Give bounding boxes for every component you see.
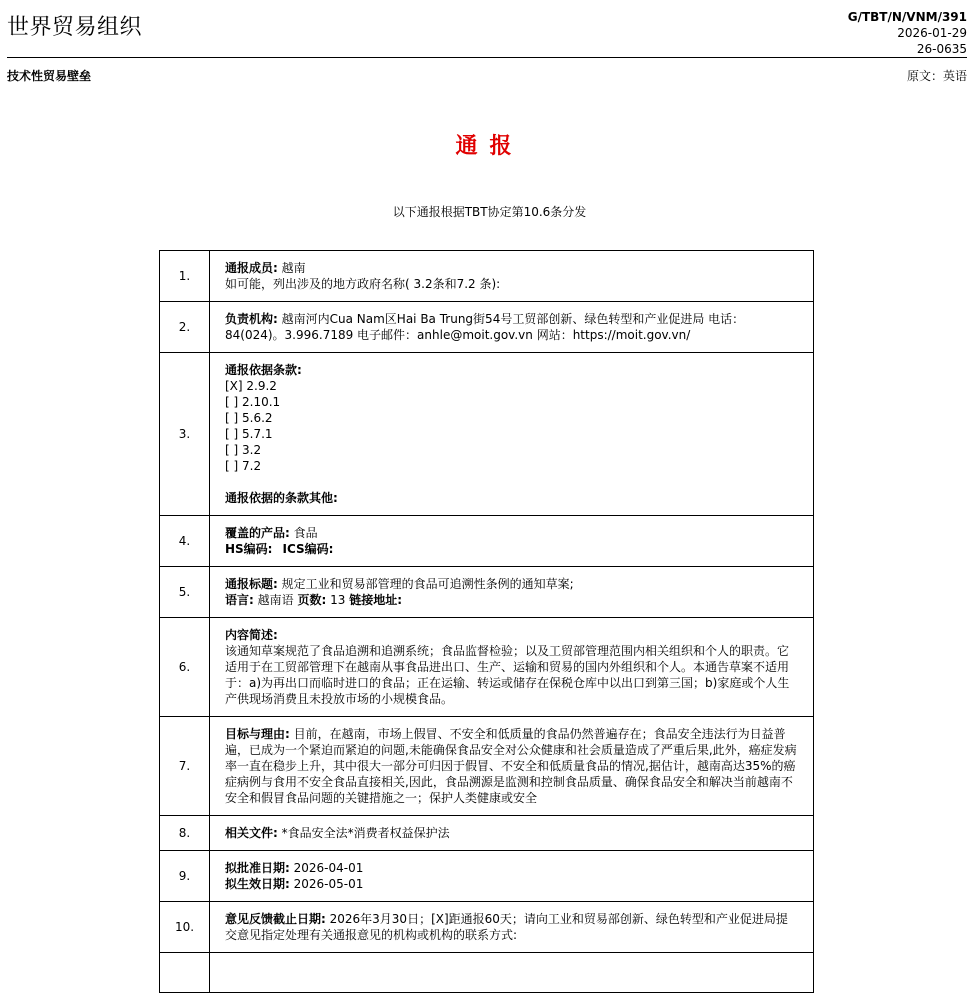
field-note: 如可能，列出涉及的地方政府名称( 3.2条和7.2 条):	[225, 277, 501, 291]
row-content	[210, 251, 814, 302]
original-language: 原文：英语	[906, 69, 967, 83]
language-label: 语言:	[225, 593, 254, 607]
field-value: 该通知草案规范了食品追溯和追溯系统；食品监督检验；以及工贸部管理范围内相关组织和个人的职责。它适用于在工贸部管理下在越南从事食品进出口、生产、运输和贸易的国内外组织和个人。本通告草案不适用于：a)为再出口而临时进口的食品；正在运输、转运或储存在保税仓库中以出口到第三国；b)家庭或个人生产供现场消费且未投放市场的小规模食品。	[225, 644, 790, 706]
field-value: 2026-05-01	[289, 877, 364, 891]
table-row	[160, 618, 814, 717]
field-value: 越南	[277, 261, 306, 275]
field-label: 相关文件:	[225, 826, 278, 840]
table-row	[160, 953, 814, 993]
row-number: 10.	[160, 902, 210, 953]
row-number: 8.	[160, 816, 210, 851]
table-row	[160, 851, 814, 902]
checkbox-option: [X] 2.9.2	[225, 379, 277, 393]
row-content	[210, 816, 814, 851]
pages-label: 页数:	[297, 593, 327, 607]
table-row	[160, 567, 814, 618]
row-content	[210, 618, 814, 717]
table-row	[160, 816, 814, 851]
page-title: 通报	[455, 134, 524, 159]
field-value: 2026年3月30日；[X]距通报60天；请向工业和贸易部创新、绿色转型和产业促进局提交意见指定处理有关通报意见的机构或机构的联系方式:	[225, 912, 788, 942]
hs-code-label: HS编码:	[225, 542, 273, 556]
row-number: 7.	[160, 717, 210, 816]
document-symbol: G/TBT/N/VNM/391	[847, 10, 967, 24]
field-label: 目标与理由:	[225, 727, 290, 741]
row-content	[210, 516, 814, 567]
link-label: 链接地址:	[349, 593, 403, 607]
document-date: 2026-01-29	[897, 26, 967, 40]
field-label: 覆盖的产品:	[225, 526, 290, 540]
row-number: 6.	[160, 618, 210, 717]
field-value: *食品安全法*消费者权益保护法	[277, 826, 450, 840]
field-label: 拟生效日期:	[225, 877, 290, 891]
field-label: 通报成员:	[225, 261, 278, 275]
row-content	[210, 302, 814, 353]
row-content	[210, 567, 814, 618]
table-row	[160, 251, 814, 302]
table-row	[160, 302, 814, 353]
field-value: 越南河内Cua Nam区Hai Ba Trung街54号工贸部创新、绿色转型和产业促进局 电话：84(024)。3.996.7189 电子邮件：anhle@moit.gov.vn 网站：https://moit.gov.vn/	[225, 312, 745, 342]
field-label: 通报依据条款:	[225, 363, 302, 377]
row-number: 5.	[160, 567, 210, 618]
field-value: 食品	[289, 526, 318, 540]
field-value: 目前，在越南，市场上假冒、不安全和低质量的食品仍然普遍存在；食品安全违法行为日益普遍，已成为一个紧迫而紧迫的问题,未能确保食品安全对公众健康和社会质量造成了严重后果,此外，癌症发病率一直在稳步上升，其中很大一部分可归因于假冒、不安全和低质量食品的情况,据估计，越南高达35%的癌症病例与食用不安全食品直接相关,因此，食品溯源是监测和控制食品质量、确保食品安全和解决当前越南不安全和假冒食品问题的关键措施之一；保护人类健康或安全	[225, 727, 797, 805]
table-row	[160, 353, 814, 516]
row-content	[210, 902, 814, 953]
row-content	[210, 353, 814, 516]
row-number: 4.	[160, 516, 210, 567]
field-value: 2026-04-01	[289, 861, 364, 875]
page-subtitle: 以下通报根据TBT协定第10.6条分发	[392, 205, 587, 219]
field-label: 通报依据的条款其他:	[225, 491, 338, 505]
field-value: 规定工业和贸易部管理的食品可追溯性条例的通知草案;	[277, 577, 574, 591]
header-divider	[7, 57, 967, 58]
checkbox-option: [ ] 5.6.2	[225, 411, 273, 425]
row-content	[210, 953, 814, 993]
checkbox-option: [ ] 7.2	[225, 459, 262, 473]
field-label: 拟批准日期:	[225, 861, 290, 875]
checkbox-option: [ ] 2.10.1	[225, 395, 281, 409]
organization-name: 世界贸易组织	[7, 15, 143, 40]
pages-value: 13	[326, 593, 346, 607]
row-number: 2.	[160, 302, 210, 353]
row-number: 9.	[160, 851, 210, 902]
notification-table	[159, 250, 814, 993]
table-row	[160, 717, 814, 816]
table-row	[160, 902, 814, 953]
checkbox-option: [ ] 3.2	[225, 443, 262, 457]
row-number	[160, 953, 210, 993]
field-label: 意见反馈截止日期:	[225, 912, 326, 926]
document-metadata	[848, 9, 967, 57]
row-content	[210, 717, 814, 816]
row-number: 3.	[160, 353, 210, 516]
field-label: 负责机构:	[225, 312, 278, 326]
committee-name: 技术性贸易壁垒	[7, 69, 92, 83]
table-row	[160, 516, 814, 567]
field-label: 通报标题:	[225, 577, 278, 591]
row-number: 1.	[160, 251, 210, 302]
language-value: 越南语	[253, 593, 294, 607]
document-number: 26-0635	[916, 42, 967, 56]
row-content	[210, 851, 814, 902]
field-label: 内容简述:	[225, 628, 278, 642]
ics-code-label: ICS编码:	[282, 542, 334, 556]
checkbox-option: [ ] 5.7.1	[225, 427, 273, 441]
